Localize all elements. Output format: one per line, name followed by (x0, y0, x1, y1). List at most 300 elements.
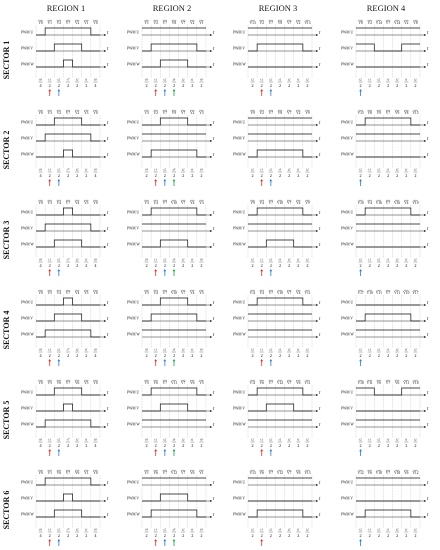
time-interval-label: t7 (66, 437, 70, 442)
vector-label: V10 (276, 291, 284, 295)
waveform-cell (127, 380, 215, 456)
pwm-channel-label: PWM U (127, 480, 140, 485)
time-interval-label: t1 (368, 167, 372, 172)
duration-divisor: 2 (172, 353, 176, 358)
axis-arrowhead (104, 156, 106, 158)
vector-arrowhead (48, 539, 51, 541)
axis-arrowhead (316, 140, 318, 142)
time-interval-label: t0 (145, 347, 148, 352)
duration-divisor: 4 (94, 83, 97, 88)
axis-t-label: t (427, 422, 429, 428)
vector-label: V5 (84, 381, 89, 385)
axis-t-label: t (213, 242, 215, 248)
axis-arrowhead (316, 124, 318, 126)
sector-label: SECTOR 6 (2, 490, 11, 530)
duration-divisor: 2 (191, 263, 194, 268)
vector-label: V11 (170, 381, 178, 385)
duration-divisor: 2 (297, 263, 300, 268)
vector-label: V1 (47, 471, 52, 475)
axis-arrowhead (316, 336, 318, 338)
axis-t-label: t (107, 210, 109, 216)
vector-label: V2 (296, 111, 301, 115)
axis-arrowhead (424, 500, 426, 502)
pwm-channel-label: PWM U (127, 30, 140, 35)
time-interval-label: t0 (200, 77, 203, 82)
pwm-channel-label: PWM U (341, 30, 354, 35)
axis-t-label: t (107, 496, 109, 502)
time-interval-label: t0 (39, 257, 42, 262)
vector-label: V5 (47, 381, 52, 385)
axis-t-label: t (213, 480, 215, 486)
duration-divisor: 2 (57, 173, 60, 178)
time-interval-label: t1 (154, 437, 158, 442)
duration-divisor: 2 (154, 353, 157, 358)
time-interval-label: t2 (359, 527, 362, 532)
time-interval-label: t3 (172, 527, 176, 532)
time-interval-label: t1 (368, 347, 372, 352)
vector-label: V11 (366, 381, 373, 385)
axis-arrowhead (316, 500, 318, 502)
pwm-channel-label: PWM W (127, 152, 140, 157)
pwm-waveform (36, 44, 100, 51)
vector-label: V10 (170, 201, 178, 205)
axis-t-label: t (107, 422, 109, 428)
duration-divisor: 2 (306, 173, 309, 178)
time-interval-label: t2 (251, 257, 254, 262)
time-interval-label: t2 (377, 437, 381, 442)
time-interval-label: t0 (94, 167, 97, 172)
time-interval-label: t1 (386, 77, 390, 82)
time-interval-label: t2 (414, 77, 417, 82)
pwm-waveform (142, 208, 206, 215)
vector-label: V7 (162, 21, 168, 25)
duration-divisor: 2 (251, 83, 254, 88)
pwm-channel-label: PWM U (127, 120, 140, 125)
axis-arrowhead (104, 66, 106, 68)
vector-label: V10 (357, 201, 364, 205)
duration-divisor: 2 (386, 173, 390, 178)
pwm-channel-label: PWM U (233, 480, 246, 485)
axis-t-label: t (319, 422, 321, 428)
vector-label: V11 (249, 381, 256, 385)
axis-t-label: t (107, 242, 109, 248)
duration-divisor: 2 (182, 533, 185, 538)
pwm-waveform (142, 44, 206, 51)
duration-divisor: 2 (306, 353, 309, 358)
time-interval-label: t1 (404, 437, 408, 442)
axis-t-label: t (319, 512, 321, 518)
duration-divisor: 2 (414, 353, 417, 358)
vector-arrowhead (260, 359, 263, 361)
time-interval-label: t1 (154, 167, 158, 172)
duration-divisor: 2 (200, 353, 203, 358)
duration-divisor: 2 (48, 533, 51, 538)
axis-t-label: t (319, 480, 321, 486)
pwm-channel-label: PWM W (341, 512, 354, 517)
vector-label: V6 (367, 471, 372, 475)
time-interval-label: t1 (260, 347, 264, 352)
time-interval-label: t0 (94, 347, 97, 352)
pwm-channel-label: PWM U (233, 390, 246, 395)
vector-label: V0 (38, 381, 43, 385)
vector-label: V8 (413, 21, 418, 25)
waveform-cell (127, 200, 215, 276)
vector-label: V2 (153, 111, 158, 115)
time-interval-label: t0 (39, 167, 42, 172)
time-interval-label: t2 (377, 77, 381, 82)
vector-label: V7 (65, 471, 71, 475)
axis-t-label: t (107, 390, 109, 396)
vector-label: V6 (74, 471, 80, 475)
waveform-cell (341, 470, 429, 546)
waveform-cell (21, 200, 109, 276)
vector-label: V12 (170, 471, 178, 475)
waveform-cell (341, 20, 429, 96)
time-interval-label: t2 (251, 167, 254, 172)
time-interval-label: t2 (306, 347, 309, 352)
vector-label: V10 (403, 291, 410, 295)
axis-arrowhead (424, 156, 426, 158)
time-interval-label: t1 (278, 167, 282, 172)
vector-label: V17 (412, 291, 419, 295)
vector-label: V11 (394, 291, 401, 295)
axis-arrowhead (104, 230, 106, 232)
duration-divisor: 2 (251, 353, 254, 358)
vector-label: V3 (144, 111, 149, 115)
time-interval-label: t1 (84, 167, 88, 172)
axis-t-label: t (107, 152, 109, 158)
vector-label: V2 (190, 111, 195, 115)
waveform-cell (233, 470, 321, 546)
time-interval-label: t2 (287, 347, 291, 352)
vector-label: V2 (259, 21, 264, 25)
axis-arrowhead (316, 304, 318, 306)
axis-t-label: t (427, 62, 429, 68)
pwm-waveform (36, 420, 100, 427)
pwm-channel-label: PWM U (21, 300, 34, 305)
vector-arrowhead (57, 269, 60, 271)
vector-arrowhead (173, 269, 176, 271)
axis-arrowhead (210, 426, 212, 428)
duration-divisor: 2 (359, 353, 362, 358)
pwm-channel-label: PWM W (21, 62, 34, 67)
vector-arrowhead (359, 539, 362, 541)
vector-label: V6 (74, 381, 80, 385)
time-interval-label: t1 (84, 347, 88, 352)
axis-t-label: t (427, 242, 429, 248)
vector-label: V1 (47, 21, 52, 25)
waveform-cell (341, 110, 429, 186)
vector-label: V10 (276, 201, 284, 205)
pwm-channel-label: PWM W (341, 422, 354, 427)
waveform-cell (341, 200, 429, 276)
vector-label: V5 (199, 381, 204, 385)
vector-label: V11 (304, 291, 311, 295)
time-interval-label: t1 (296, 167, 300, 172)
axis-arrowhead (104, 394, 106, 396)
waveform-cell (233, 20, 321, 96)
duration-divisor: 2 (154, 443, 157, 448)
time-interval-label: t2 (181, 167, 185, 172)
pwm-waveform (36, 314, 100, 321)
pwm-channel-label: PWM W (21, 242, 34, 247)
pwm-channel-label: PWM V (233, 316, 246, 321)
vector-label: V3 (47, 201, 52, 205)
duration-divisor: 2 (154, 83, 157, 88)
pwm-waveform (248, 510, 312, 517)
vector-arrowhead (359, 359, 362, 361)
duration-divisor: 2 (297, 533, 300, 538)
axis-t-label: t (213, 62, 215, 68)
vector-arrowhead (57, 539, 60, 541)
vector-label: V7 (180, 21, 186, 25)
vector-label: V7 (385, 21, 391, 25)
pwm-channel-label: PWM U (21, 120, 34, 125)
time-interval-label: t1 (368, 437, 372, 442)
duration-divisor: 2 (405, 263, 408, 268)
duration-divisor: 2 (368, 353, 371, 358)
vector-label: V0 (93, 291, 98, 295)
axis-arrowhead (104, 410, 106, 412)
time-interval-label: t0 (94, 77, 97, 82)
time-interval-label: t1 (190, 347, 194, 352)
vector-label: V18 (412, 381, 419, 385)
duration-divisor: 2 (200, 263, 203, 268)
duration-divisor: 2 (306, 443, 309, 448)
time-interval-label: t1 (404, 347, 408, 352)
time-interval-label: t0 (94, 437, 97, 442)
pwm-channel-label: PWM V (127, 136, 140, 141)
vector-label: V5 (144, 381, 149, 385)
sector-label: SECTOR 3 (2, 220, 11, 260)
time-interval-label: t1 (190, 527, 194, 532)
region-headers (47, 3, 406, 13)
duration-divisor: 2 (163, 533, 166, 538)
duration-divisor: 2 (85, 353, 88, 358)
axis-t-label: t (427, 136, 429, 142)
duration-divisor: 2 (359, 443, 362, 448)
duration-divisor: 4 (39, 83, 42, 88)
pwm-waveform (248, 298, 312, 305)
pwm-channel-label: PWM W (233, 512, 246, 517)
vector-label: V2 (56, 21, 62, 25)
time-interval-label: t1 (84, 257, 88, 262)
axis-arrowhead (104, 214, 106, 216)
vector-label: V7 (268, 111, 274, 115)
duration-divisor: 2 (251, 263, 254, 268)
time-interval-label: t2 (251, 347, 254, 352)
time-interval-label: t2 (181, 527, 185, 532)
vector-arrowhead (269, 89, 272, 91)
duration-divisor: 2 (251, 533, 254, 538)
time-interval-label: t2 (414, 527, 417, 532)
axis-arrowhead (424, 230, 426, 232)
pwm-channel-label: PWM U (21, 30, 34, 35)
vector-label: V15 (357, 111, 364, 115)
axis-t-label: t (319, 136, 321, 142)
axis-arrowhead (104, 50, 106, 52)
time-interval-label: t0 (200, 167, 203, 172)
waveform-cell (233, 290, 321, 366)
duration-divisor: 2 (396, 83, 399, 88)
pwm-channel-label: PWM V (21, 316, 34, 321)
vector-arrowhead (57, 359, 60, 361)
vector-arrowhead (163, 449, 166, 451)
vector-arrowhead (173, 359, 176, 361)
vector-arrowhead (260, 179, 263, 181)
pwm-waveform (36, 478, 100, 485)
vector-label: V7 (162, 291, 168, 295)
time-interval-label: t2 (163, 527, 167, 532)
waveform-cell (21, 290, 109, 366)
time-interval-label: t2 (269, 347, 273, 352)
axis-arrowhead (316, 50, 318, 52)
duration-divisor: 2 (306, 533, 309, 538)
axis-t-label: t (319, 46, 321, 52)
duration-divisor: 4 (39, 353, 42, 358)
axis-t-label: t (107, 62, 109, 68)
axis-arrowhead (210, 66, 212, 68)
vector-arrowhead (260, 269, 263, 271)
pwm-channel-label: PWM U (233, 300, 246, 305)
vector-label: V7 (65, 111, 71, 115)
time-interval-label: t0 (145, 257, 148, 262)
vector-label: V0 (93, 471, 98, 475)
vector-arrowhead (269, 269, 272, 271)
vector-label: V7 (180, 381, 186, 385)
vector-label: V6 (259, 471, 264, 475)
vector-label: V4 (404, 201, 409, 205)
pwm-waveform (356, 208, 420, 215)
axis-arrowhead (424, 214, 426, 216)
vector-label: V9 (171, 111, 177, 115)
axis-t-label: t (427, 496, 429, 502)
pwm-channel-label: PWM V (127, 46, 140, 51)
duration-divisor: 2 (145, 533, 148, 538)
duration-divisor: 2 (191, 443, 194, 448)
time-interval-label: t2 (359, 167, 362, 172)
axis-t-label: t (319, 152, 321, 158)
duration-divisor: 2 (191, 533, 194, 538)
vector-arrowhead (163, 539, 166, 541)
pwm-channel-label: PWM V (127, 406, 140, 411)
axis-t-label: t (319, 390, 321, 396)
sector-label: SECTOR 2 (2, 130, 11, 170)
axis-arrowhead (424, 140, 426, 142)
pwm-channel-label: PWM W (21, 332, 34, 337)
time-interval-label: t1 (368, 527, 372, 532)
duration-divisor: 2 (359, 533, 362, 538)
vector-arrowhead (260, 449, 263, 451)
pwm-channel-label: PWM V (341, 316, 354, 321)
duration-divisor: 2 (76, 173, 79, 178)
pwm-channel-label: PWM W (21, 422, 34, 427)
waveform-cell (127, 110, 215, 186)
duration-divisor: 2 (260, 533, 263, 538)
duration-divisor: 2 (396, 353, 399, 358)
time-interval-label: t2 (359, 347, 362, 352)
axis-t-label: t (319, 120, 321, 126)
vector-label: V3 (199, 111, 204, 115)
vector-label: V8 (171, 21, 177, 25)
vector-arrowhead (57, 179, 60, 181)
axis-t-label: t (319, 30, 321, 36)
axis-t-label: t (319, 496, 321, 502)
time-interval-label: t2 (75, 257, 79, 262)
pwm-waveform (142, 298, 206, 305)
axis-arrowhead (316, 320, 318, 322)
pwm-channel-label: PWM W (127, 242, 140, 247)
axis-t-label: t (213, 332, 215, 338)
pwm-channel-label: PWM V (341, 226, 354, 231)
pwm-waveform (248, 404, 312, 411)
time-interval-label: t1 (278, 347, 282, 352)
duration-divisor: 2 (145, 173, 148, 178)
vector-label: V6 (56, 471, 62, 475)
vector-arrowhead (154, 539, 157, 541)
time-interval-label: t1 (386, 527, 390, 532)
vector-label: V4 (190, 291, 195, 295)
duration-divisor: 2 (414, 443, 417, 448)
vector-label: V5 (84, 291, 89, 295)
time-interval-label: t1 (154, 257, 158, 262)
vector-label: V6 (56, 381, 62, 385)
pwm-waveform (36, 28, 100, 35)
duration-divisor: 2 (200, 443, 203, 448)
axis-arrowhead (104, 426, 106, 428)
time-interval-label: t2 (306, 77, 309, 82)
vector-label: V0 (93, 381, 98, 385)
vector-arrowhead (48, 179, 51, 181)
pwm-channel-label: PWM W (127, 332, 140, 337)
time-interval-label: t1 (48, 257, 52, 262)
axis-arrowhead (316, 66, 318, 68)
pwm-waveform (248, 44, 312, 51)
vector-label: V8 (358, 21, 363, 25)
vector-label: V10 (412, 201, 419, 205)
axis-arrowhead (316, 426, 318, 428)
vector-label: V4 (296, 291, 301, 295)
pwm-waveform (36, 150, 100, 157)
pwm-channel-label: PWM U (341, 480, 354, 485)
vector-label: V7 (268, 291, 274, 295)
duration-divisor: 2 (414, 263, 417, 268)
waveform-cell (127, 290, 215, 366)
pwm-channel-label: PWM V (233, 46, 246, 51)
vector-label: V5 (199, 291, 204, 295)
duration-divisor: 2 (269, 173, 272, 178)
vector-label: V4 (296, 201, 301, 205)
vector-label: V9 (305, 111, 310, 115)
time-interval-label: t2 (377, 527, 381, 532)
vector-label: V4 (153, 291, 158, 295)
pwm-channel-label: PWM U (127, 300, 140, 305)
axis-arrowhead (210, 394, 212, 396)
axis-t-label: t (319, 316, 321, 322)
time-interval-label: t1 (296, 437, 300, 442)
axis-t-label: t (427, 226, 429, 232)
axis-t-label: t (213, 422, 215, 428)
time-interval-label: t1 (404, 257, 408, 262)
pwm-channel-label: PWM U (21, 480, 34, 485)
time-interval-label: t0 (145, 527, 148, 532)
vector-label: V0 (38, 201, 43, 205)
duration-divisor: 2 (48, 353, 51, 358)
duration-divisor: 2 (405, 443, 408, 448)
duration-divisor: 2 (163, 353, 166, 358)
time-interval-label: t2 (377, 167, 381, 172)
time-interval-label: t1 (190, 257, 194, 262)
